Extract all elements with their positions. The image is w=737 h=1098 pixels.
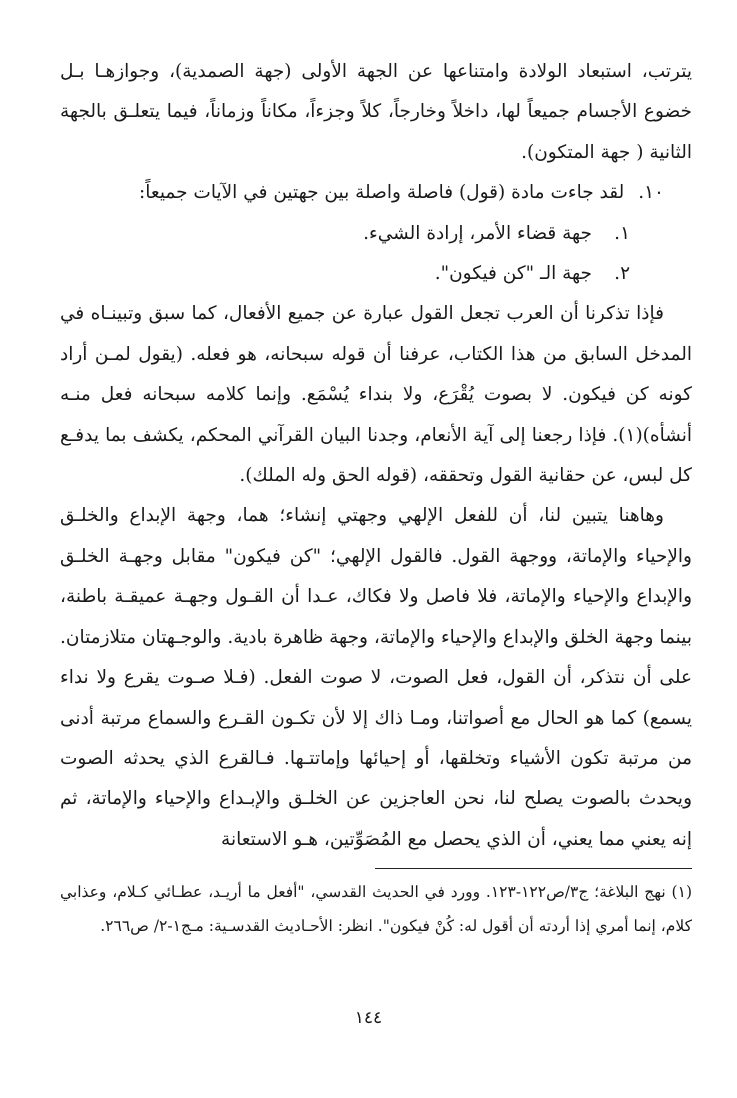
list-text: لقد جاءت مادة (قول) فاصلة واصلة بين جهتين في الآيات جميعاً: [139, 182, 625, 204]
sub-item-2 [60, 254, 692, 294]
list-number: ١٠. [638, 182, 664, 204]
list-text: جهة قضاء الأمر، إرادة الشيء. [363, 222, 592, 244]
list-number: ٢. [614, 263, 630, 285]
page-content [60, 52, 692, 860]
paragraph-2: فإذا تذكرنا أن العرب تجعل القول عبارة عن جميع الأفعال، كما سبق وتبينـاه في المدخل السابق من هذا الكتاب، عرفنا أن قوله سبحانه، هو فعله. (يقول لمـن أراد كونه كن فيكون. لا بصوت يُقْرَع، ولا بنداء يُسْمَع. وإنما كلامه سبحانه فعل منـه أنشأه)(١). فإذا رجعنا إلى آية الأنعام، وجدنا البيان القرآني المحكم، يكشف بما يدفـع كل لبس، عن حقانية القول وتحققه، (قوله الحق وله الملك). [60, 303, 692, 487]
paragraph-1: يترتب، استبعاد الولادة وامتناعها عن الجهة الأولى (جهة الصمدية)، وجوازهـا بـل خضوع الأجسام جميعاً لها، داخلاً وخارجاً، كلاً وجزءاً، مكاناً وزماناً، فيما يتعلـق بالجهة الثانية ( جهة المتكون). [60, 61, 692, 163]
footnote-1: (١) نهج البلاغة؛ ج٣/ص١٢٢-١٢٣. وورد في الحديث القدسي، "أفعل ما أريـد، عطـائي كـلام، وعذابي كلام، إنما أمري إذا أردته أن أقول له: كُنْ فيكون". انظر: الأحـاديث القدسـية: مـج١-٢/ ص٢٦٦. [60, 883, 692, 935]
footnotes [60, 875, 692, 943]
footnote-divider [375, 868, 692, 869]
paragraph-3: وهاهنا يتبين لنا، أن للفعل الإلهي وجهتي إنشاء؛ هما، وجهة الإبداع والخلـق والإحياء والإماتة، ووجهة القول. فالقول الإلهي؛ "كن فيكون" مقابل وجهـة الخلـق والإبداع والإحياء والإماتة، فلا فاصل ولا فكاك، عـدا أن القـول وجهـة عميقـة باطنة، بينما وجهة الخلق والإبداع والإحياء والإماتة، وجهة ظاهرة بادية. والوجـهتان متلازمتان. على أن نتذكر، أن القول، فعل الصوت، لا صوت الفعل. (فـلا صـوت يقرع ولا نداء يسمع) كما هو الحال مع أصواتنا، ومـا ذاك إلا لأن تكـون القـرع والسماع مرتبة أدنى من مرتبة تكون الأشياء وتخلقها، أو إحيائها وإماتتـها. فـالقرع الذي يحدثه الصوت ويحدث بالصوت يصلح لنا، نحن العاجزين عن الخلـق والإبـداع والإحياء والإماتة، ثم إنه يعني مما يعني، أن الذي يحصل مع المُصَوِّتين، هـو الاستعانة [60, 505, 692, 850]
list-text: جهة الـ "كن فيكون". [434, 263, 592, 285]
main-text [60, 52, 692, 860]
page-number: ١٤٤ [354, 1008, 383, 1028]
sub-item-1 [60, 214, 692, 254]
list-number: ١. [614, 222, 630, 244]
list-item-10 [60, 173, 692, 213]
